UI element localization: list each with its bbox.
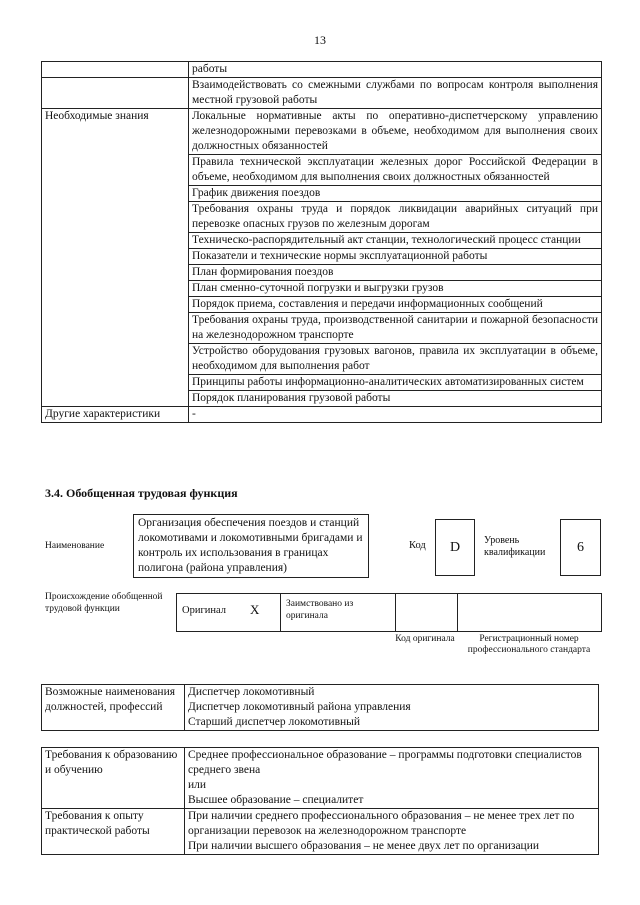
skill-row: работы — [189, 62, 602, 78]
experience-label: Требования к опыту практической работы — [42, 809, 185, 855]
page-number: 13 — [314, 33, 326, 47]
code-value-box: D — [435, 519, 475, 576]
position-item: Старший диспетчер локомотивный — [185, 715, 599, 731]
experience-item: При наличии среднего профессионального образования – не менее трех лет по организации перевозок на железнодорожном транспорте — [185, 809, 599, 840]
origin-label: Происхождение обобщенной трудовой функции — [45, 592, 163, 614]
knowledge-item: Локальные нормативные акты по оперативно-диспетчерскому управлению железнодорожными перевозками в объеме, необходимом для выполнения своих должностных обязанностей — [189, 109, 602, 155]
level-label: Уровень квалификации — [484, 535, 546, 558]
knowledge-item: График движения поездов — [189, 186, 602, 202]
knowledge-item: Требования охраны труда, производственной санитарии и пожарной безопасности на железнодорожном транспорте — [189, 313, 602, 344]
knowledge-item: Требования охраны труда и порядок ликвидации аварийных ситуаций при перевозке опасных грузов по железным дорогам — [189, 202, 602, 233]
knowledge-item: Устройство оборудования грузовых вагонов, правила их эксплуатации в объеме, необходимом для выполнения работ — [189, 344, 602, 375]
other-label: Другие характеристики — [42, 407, 189, 423]
knowledge-item: Порядок планирования грузовой работы — [189, 391, 602, 407]
other-value: - — [189, 407, 602, 423]
reg-number-caption: Регистрационный номер профессионального стандарта — [467, 634, 591, 655]
knowledge-label: Необходимые знания — [42, 109, 189, 407]
experience-item: При наличии высшего образования – не менее двух лет по организации — [185, 839, 599, 855]
skill-row: Взаимодействовать со смежными службами по вопросам контроля выполнения местной грузовой работы — [189, 78, 602, 109]
original-mark: X — [250, 602, 260, 617]
positions-table — [41, 684, 599, 731]
education-label: Требования к образованию и обучению — [42, 748, 185, 809]
code-label: Код — [409, 540, 426, 551]
level-value-box: 6 — [560, 519, 601, 576]
education-item: или — [185, 778, 599, 793]
name-label: Наименование — [45, 541, 105, 551]
empty-label-cell — [42, 62, 189, 78]
positions-label: Возможные наименования должностей, профессий — [42, 685, 185, 731]
origin-table — [176, 593, 602, 632]
position-item: Диспетчер локомотивный района управления — [185, 700, 599, 715]
knowledge-item: Показатели и технические нормы эксплуатационной работы — [189, 249, 602, 265]
knowledge-item: План формирования поездов — [189, 265, 602, 281]
empty-label-cell — [42, 78, 189, 109]
knowledge-item: Принципы работы информационно-аналитических автоматизированных систем — [189, 375, 602, 391]
borrowed-label: Заимствовано из оригинала — [286, 599, 354, 621]
position-item: Диспетчер локомотивный — [185, 685, 599, 701]
education-item: Высшее образование – специалитет — [185, 793, 599, 809]
function-name-box: Организация обеспечения поездов и станций локомотивами и локомотивными бригадами и контроль их использования в границах полигона (района управления) — [133, 514, 369, 578]
education-item: Среднее профессиональное образование – программы подготовки специалистов среднего звена — [185, 748, 599, 779]
knowledge-item: Порядок приема, составления и передачи информационных сообщений — [189, 297, 602, 313]
knowledge-item: План сменно-суточной погрузки и выгрузки грузов — [189, 281, 602, 297]
section-heading: 3.4. Обобщенная трудовая функция — [45, 486, 238, 500]
code-original-caption: Код оригинала — [395, 634, 455, 644]
requirements-table — [41, 747, 599, 855]
knowledge-item: Техническо-распорядительный акт станции, технологический процесс станции — [189, 233, 602, 249]
original-label: Оригинал — [182, 605, 226, 616]
knowledge-table — [41, 61, 602, 423]
knowledge-item: Правила технической эксплуатации железных дорог Российской Федерации в объеме, необходимом для выполнения своих должностных обязанностей — [189, 155, 602, 186]
